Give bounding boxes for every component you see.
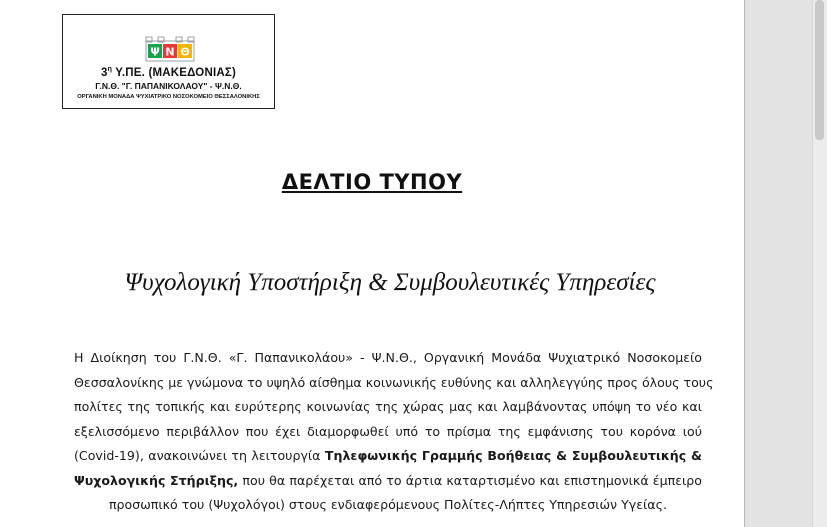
paragraph-line [74,444,702,469]
body-paragraph [74,346,714,518]
logo-hospital-line: Γ.Ν.Θ. "Γ. ΠΑΠΑΝΙΚΟΛΑΟΥ" - Ψ.Ν.Θ. [95,81,242,91]
helpline-name-bold: Τηλεφωνικής Γραμμής Βοήθειας & Συμβουλευτικής & [324,448,702,463]
logo-letter-theta: Θ [180,45,190,59]
press-release-title: ΔΕΛΤΙΟ ΤΥΠΟΥ [281,170,463,194]
support-name-bold: Ψυχολογικής Στήριξης, [74,472,239,488]
logo-letter-psi: Ψ [150,45,160,59]
logo-unit-line: ΟΡΓΑΝΙΚΗ ΜΟΝΑΔΑ ΨΥΧΙΑΤΡΙΚΟ ΝΟΣΟΚΟΜΕΙΟ ΘΕΣΣΑΛΟΝΙΚΗΣ [77,94,260,100]
paragraph-line [74,469,702,494]
document-subtitle: Ψυχολογική Υποστήριξη & Συμβουλευτικές Υπηρεσίες [124,269,656,296]
logo-region-line: $3^\eta$ Υ.ΠΕ. (ΜΑΚΕΔΟΝΙΑΣ) [101,66,236,79]
paragraph-line: Η Διοίκηση του Γ.Ν.Θ. «Γ. Παπανικολάου» - Ψ.Ν.Θ., Οργανική Μονάδα Ψυχιατρικό Νοσοκομείο [74,350,702,365]
paragraph-text: (Covid-19), ανακοινώνει τη λειτουργία [74,448,325,463]
paragraph-line: προσωπικό του (Ψυχολόγοι) στους ενδιαφερόμενους Πολίτες-Λήπτες Υπηρεσιών Υγείας. [108,497,668,512]
logo-letter-nu: Ν [165,45,175,59]
paragraph-line: Θεσσαλονίκης με γνώμονα το υψηλό αίσθημα κοινωνικής ευθύνης και αλληλεγγύης προς όλους τους [74,374,714,390]
scrollbar-thumb[interactable] [815,0,824,140]
paragraph-text: που θα παρέχεται από το άρτια καταρτισμένο και επιστημονικά έμπειρο [238,472,702,488]
paragraph-line: εξελισσόμενο περιβάλλον που έχει διαμορφωθεί υπό το πρίσμα της εμφάνισης του κορόνα ιού [74,423,702,439]
hospital-logo [62,14,275,109]
paragraph-line: πολίτες της τοπικής και ευρύτερης κοινωνίας της χώρας μας και λαμβάνοντας υπόψη το νέο και [74,399,702,414]
